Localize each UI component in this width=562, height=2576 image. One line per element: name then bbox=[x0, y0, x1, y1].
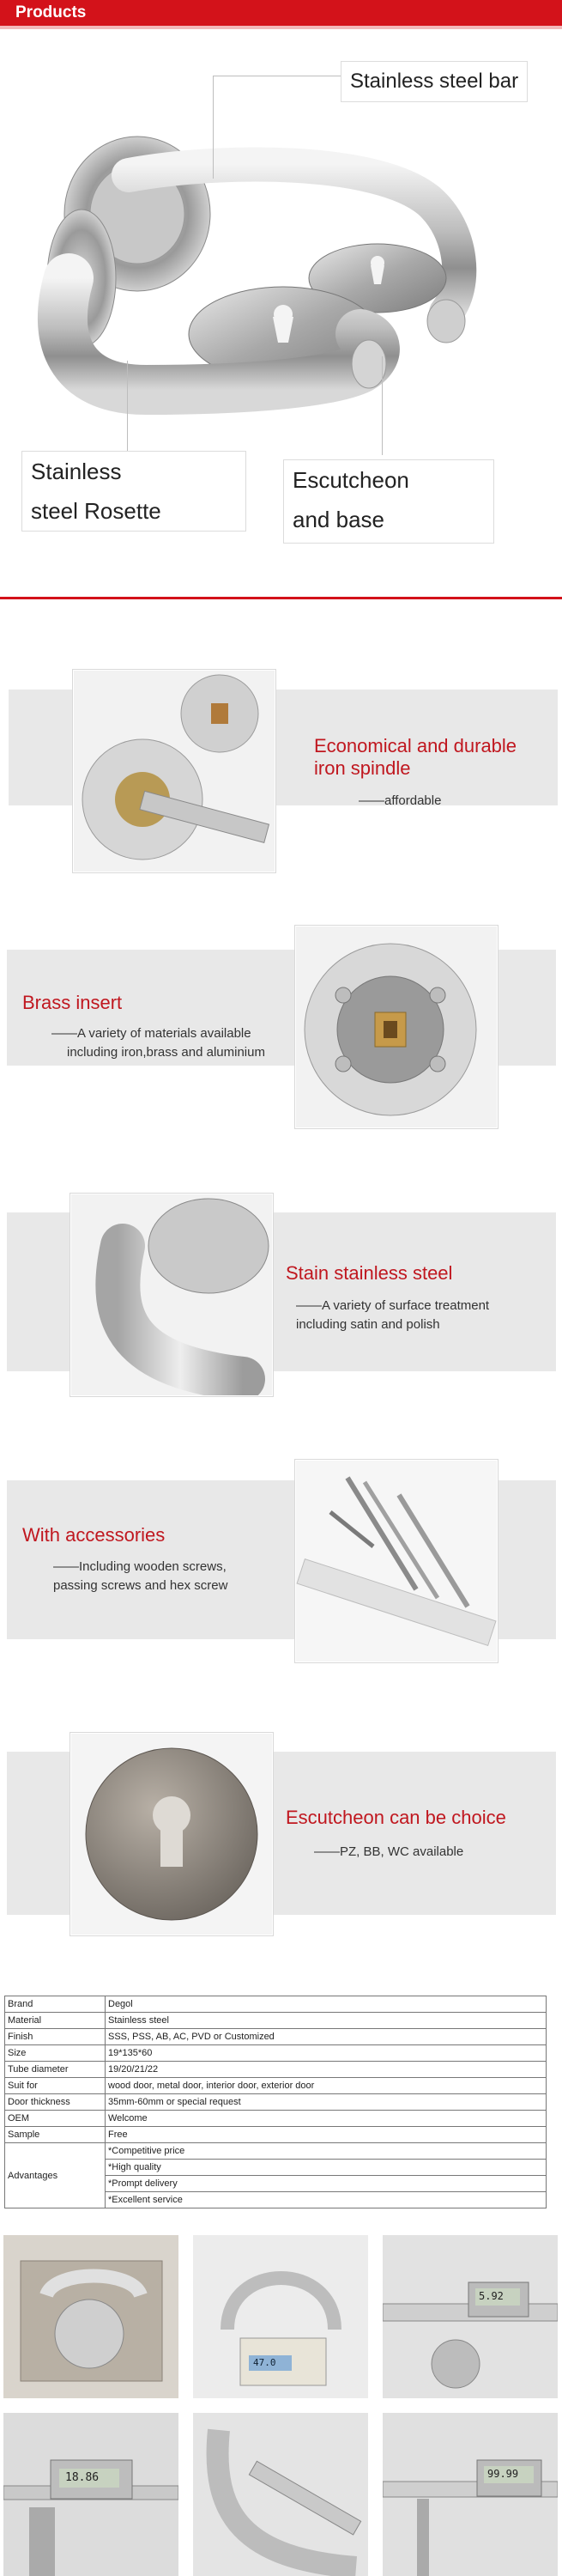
spec-key: Sample bbox=[5, 2127, 106, 2143]
feature-title-stainless bbox=[286, 1262, 452, 1285]
spec-value: wood door, metal door, interior door, exterior door bbox=[106, 2078, 547, 2094]
rosette-callout-leader bbox=[127, 361, 128, 455]
feature-desc-line: including satin and polish bbox=[296, 1317, 440, 1332]
callout-rosette bbox=[21, 451, 246, 532]
callout-bar-text: Stainless steel bar bbox=[350, 70, 519, 93]
feature-title-line: Brass insert bbox=[22, 992, 123, 1013]
callout-escutcheon bbox=[283, 459, 494, 544]
feature-desc-line: ——Including wooden screws, bbox=[53, 1559, 227, 1574]
spec-key: Advantages bbox=[5, 2143, 106, 2208]
feature-desc-spindle bbox=[359, 792, 441, 811]
feature-desc-line: including iron,brass and aluminium bbox=[67, 1045, 265, 1060]
feature-title-line: Escutcheon can be choice bbox=[286, 1807, 506, 1828]
feature-desc-line: ——A variety of surface treatment bbox=[296, 1298, 490, 1313]
callout-escutcheon-line1: Escutcheon bbox=[293, 467, 409, 493]
feature-title-brass bbox=[22, 992, 122, 1014]
spec-advantages-list bbox=[106, 2143, 547, 2208]
accessories-photo bbox=[295, 1460, 498, 1662]
spec-value: 35mm-60mm or special request bbox=[106, 2094, 547, 2111]
caliper-readout-2: 18.86 bbox=[65, 2471, 100, 2484]
feature-title-spindle bbox=[314, 735, 517, 780]
feature-title-line: Economical and durable bbox=[314, 735, 517, 756]
spec-value: Stainless steel bbox=[106, 2013, 547, 2029]
advantage-item: *High quality bbox=[106, 2159, 546, 2175]
advantage-item: *Excellent service bbox=[106, 2191, 546, 2208]
spec-key: Brand bbox=[5, 1996, 106, 2013]
spec-row bbox=[5, 2029, 547, 2045]
advantage-item: *Competitive price bbox=[108, 2146, 185, 2156]
scale-image bbox=[193, 2235, 368, 2398]
spec-table-body bbox=[5, 1996, 547, 2208]
spec-value: 19/20/21/22 bbox=[106, 2062, 547, 2078]
spec-row bbox=[5, 2094, 547, 2111]
escutcheon-image bbox=[71, 1734, 272, 1935]
feature-desc-line: ——A variety of materials available bbox=[51, 1026, 251, 1041]
feature-desc-line: ——affordable bbox=[359, 793, 442, 808]
spec-table-wrapper bbox=[4, 1996, 547, 2208]
feature-title-line: iron spindle bbox=[314, 757, 411, 779]
spec-value: Degol bbox=[106, 1996, 547, 2013]
feature-desc-escutcheon bbox=[314, 1843, 463, 1862]
spec-value: SSS, PSS, AB, AC, PVD or Customized bbox=[106, 2029, 547, 2045]
brass-insert-photo bbox=[295, 926, 498, 1128]
spec-row bbox=[5, 2127, 547, 2143]
escutcheon-callout-leader bbox=[382, 356, 383, 455]
spec-row-advantages bbox=[5, 2143, 547, 2208]
spec-key: Suit for bbox=[5, 2078, 106, 2094]
caliper-image bbox=[383, 2235, 558, 2398]
spec-row bbox=[5, 2111, 547, 2127]
feature-title-accessories bbox=[22, 1524, 165, 1546]
feature-desc-stainless bbox=[296, 1297, 489, 1334]
escutcheon-photo bbox=[70, 1733, 273, 1935]
spec-key: OEM bbox=[5, 2111, 106, 2127]
feature-title-line: With accessories bbox=[22, 1524, 166, 1546]
caliper-image-3 bbox=[193, 2413, 368, 2576]
callout-rosette-line2: steel Rosette bbox=[31, 498, 161, 524]
callout-escutcheon-line2: and base bbox=[293, 507, 384, 532]
spec-key: Size bbox=[5, 2045, 106, 2062]
spec-row bbox=[5, 2045, 547, 2062]
spindle-image bbox=[74, 671, 275, 872]
brass-insert-image bbox=[296, 927, 497, 1127]
spec-value: Welcome bbox=[106, 2111, 547, 2127]
caliper-readout-1: 5.92 bbox=[479, 2290, 504, 2302]
feature-desc-line: ——PZ, BB, WC available bbox=[314, 1844, 464, 1859]
gallery-packaging-photo bbox=[3, 2235, 178, 2398]
callout-rosette-line1: Stainless bbox=[31, 459, 122, 484]
spec-key: Tube diameter bbox=[5, 2062, 106, 2078]
spec-table bbox=[4, 1996, 547, 2208]
feature-desc-brass bbox=[51, 1024, 265, 1062]
gallery-caliper-photo-1 bbox=[383, 2235, 558, 2398]
screws-image bbox=[296, 1461, 497, 1662]
spec-row bbox=[5, 2013, 547, 2029]
feature-desc-accessories bbox=[53, 1558, 227, 1595]
scale-readout: 47.0 bbox=[253, 2357, 276, 2368]
spindle-photo bbox=[73, 670, 275, 872]
spec-row bbox=[5, 2062, 547, 2078]
spec-row bbox=[5, 1996, 547, 2013]
caliper-image-2 bbox=[3, 2413, 178, 2576]
advantage-item: *Prompt delivery bbox=[106, 2175, 546, 2191]
spec-row bbox=[5, 2078, 547, 2094]
gallery-caliper-photo-4 bbox=[383, 2413, 558, 2576]
products-heading: Products bbox=[15, 3, 87, 21]
spec-value: 19*135*60 bbox=[106, 2045, 547, 2062]
gallery-caliper-photo-3 bbox=[193, 2413, 368, 2576]
feature-desc-line: passing screws and hex screw bbox=[53, 1578, 228, 1593]
gallery-scale-photo bbox=[193, 2235, 368, 2398]
packaging-image bbox=[3, 2235, 178, 2398]
gallery-caliper-photo-2 bbox=[3, 2413, 178, 2576]
caliper-image-4 bbox=[383, 2413, 558, 2576]
callout-stainless-steel-bar bbox=[341, 61, 528, 102]
feature-title-line: Stain stainless steel bbox=[286, 1262, 453, 1284]
spec-value: Free bbox=[106, 2127, 547, 2143]
feature-title-escutcheon bbox=[286, 1807, 506, 1829]
spec-key: Door thickness bbox=[5, 2094, 106, 2111]
stainless-image bbox=[71, 1194, 272, 1395]
stainless-photo bbox=[70, 1194, 273, 1396]
caliper-readout-4: 99.99 bbox=[487, 2468, 519, 2480]
spec-key: Material bbox=[5, 2013, 106, 2029]
bar-callout-leader bbox=[213, 76, 214, 179]
spec-key: Finish bbox=[5, 2029, 106, 2045]
section-divider bbox=[0, 597, 562, 599]
